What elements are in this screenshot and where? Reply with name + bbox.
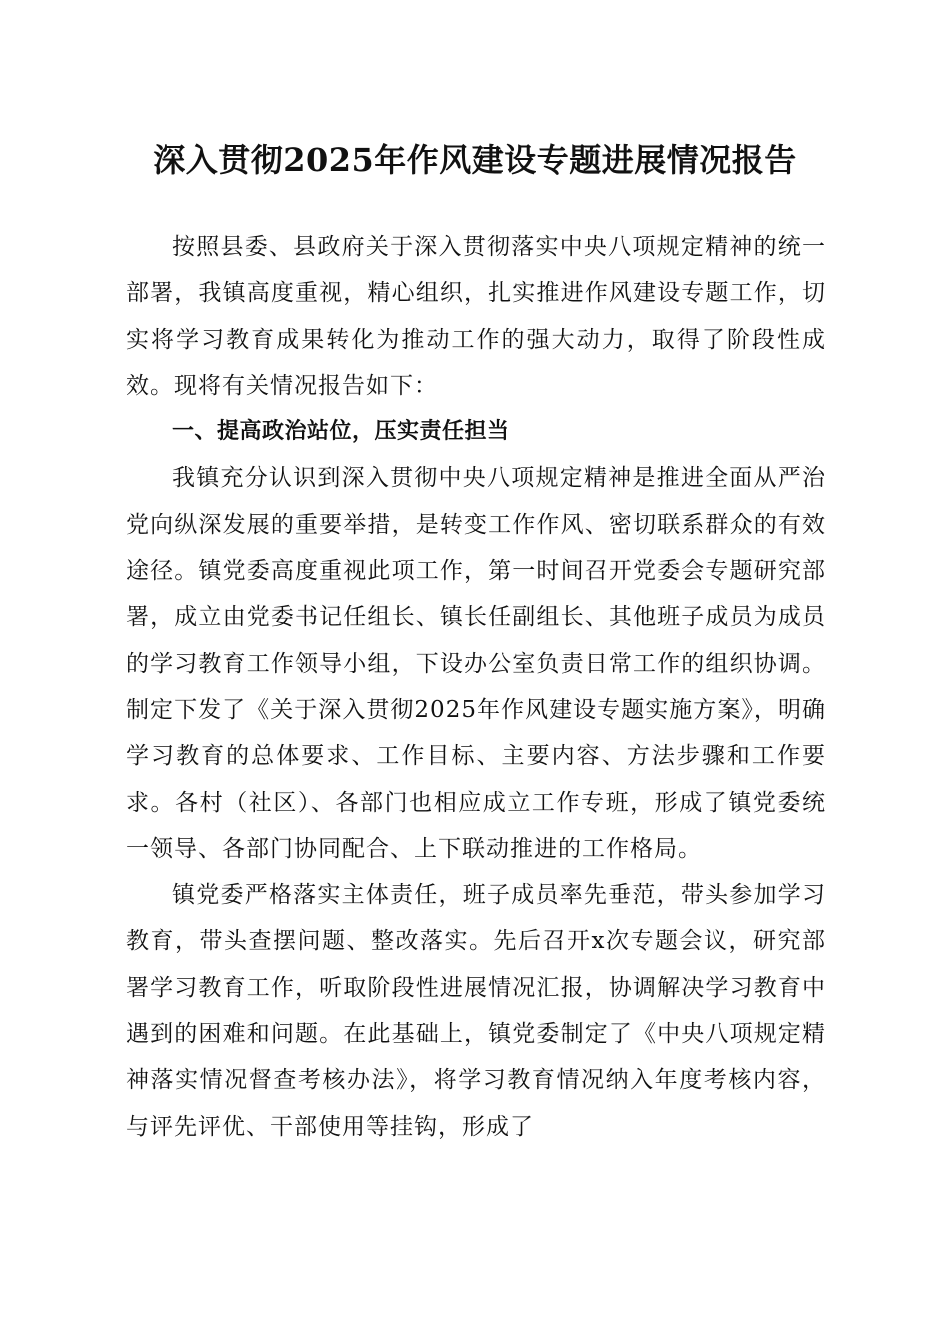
section-heading-1: 一、提高政治站位，压实责任担当 — [172, 419, 510, 445]
intro-paragraph: 按照县委、县政府关于深入贯彻落实中央八项规定精神的统一部署，我镇高度重视，精心组织，扎实推进作风建设专题工作，切实将学习教育成果转化为推动工作的强大动力，取得了阶段性成效。现将有关情况报告如下： — [126, 234, 826, 399]
document-title: 深入贯彻2025年作风建设专题进展情况报告 — [153, 141, 797, 179]
section1-paragraph-2: 镇党委严格落实主体责任，班子成员率先垂范，带头参加学习教育，带头查摆问题、整改落实。先后召开x次专题会议，研究部署学习教育工作，听取阶段性进展情况汇报，协调解决学习教育中遇到的困难和问题。在此基础上，镇党委制定了《中央八项规定精神落实情况督查考核办法》，将学习教育情况纳入年度考核内容，与评先评优、干部使用等挂钩，形成了 — [126, 882, 826, 1140]
document-body — [126, 224, 826, 1150]
section1-paragraph-1: 我镇充分认识到深入贯彻中央八项规定精神是推进全面从严治党向纵深发展的重要举措，是转变工作作风、密切联系群众的有效途径。镇党委高度重视此项工作，第一时间召开党委会专题研究部署，成立由党委书记任组长、镇长任副组长、其他班子成员为成员的学习教育工作领导小组，下设办公室负责日常工作的组织协调。制定下发了《关于深入贯彻2025年作风建设专题实施方案》，明确学习教育的总体要求、工作目标、主要内容、方法步骤和工作要求。各村（社区）、各部门也相应成立工作专班，形成了镇党委统一领导、各部门协同配合、上下联动推进的工作格局。 — [126, 465, 826, 862]
